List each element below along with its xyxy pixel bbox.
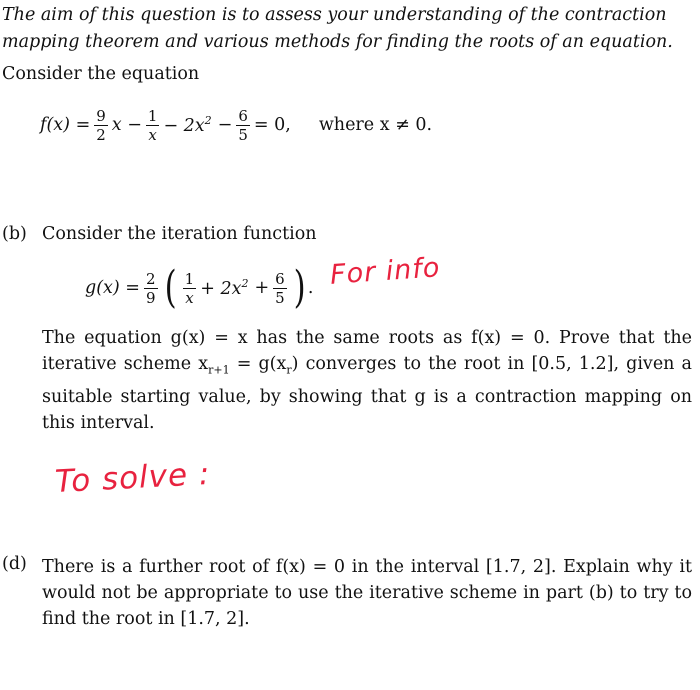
frac-num: 2 — [145, 269, 156, 288]
part-b-label: (b) — [2, 224, 27, 244]
frac-den: 2 — [96, 125, 106, 144]
fraction-2-9 — [144, 270, 158, 307]
handwritten-for-info: For info — [329, 252, 442, 291]
term-2x2: − $2x^2$ — [163, 114, 212, 136]
fraction-1-x — [146, 107, 160, 144]
equation-g — [85, 258, 313, 318]
term-x: x − — [111, 115, 142, 135]
fraction-1-x — [183, 270, 197, 307]
fraction-6-5 — [273, 270, 287, 307]
handwritten-to-solve: To solve : — [54, 455, 212, 501]
frac-den: x — [148, 125, 157, 144]
plus-sign: + — [254, 278, 270, 298]
part-b-heading: Consider the iteration function — [42, 224, 317, 244]
part-d-body: There is a further root of f(x) = 0 in the interval [1.7, 2]. Explain why it would not be appropriate to use the iterative scheme in part (b) to try to find the root in [1.7, 2]. — [42, 557, 692, 629]
period: . — [307, 278, 314, 298]
frac-num: 6 — [275, 269, 285, 288]
frac-num: 1 — [147, 106, 158, 125]
minus-sign: − — [217, 115, 233, 135]
equation-f — [40, 95, 432, 155]
frac-num: 6 — [238, 106, 248, 125]
frac-den: 5 — [275, 288, 285, 307]
f-lhs: f(x) = — [40, 115, 91, 135]
equals-zero: = 0, — [253, 115, 291, 135]
condition-text: where x ≠ 0. — [318, 115, 433, 135]
term-2x2: + $2x^2$ — [200, 277, 249, 299]
left-paren: ( — [164, 262, 177, 313]
fraction-9-2 — [94, 107, 108, 144]
part-d-label: (d) — [2, 554, 27, 574]
frac-den: 9 — [145, 288, 156, 307]
fraction-6-5 — [236, 107, 250, 144]
frac-num: 1 — [184, 269, 195, 288]
part-b-body: The equation g(x) = x has the same roots as f(x) = 0. Prove that the iterative scheme $x_{r+1} = g(x_r)$ converges to the root in [0.5, 1.2], given a suitable starting value, by showing that g is a contraction mapping on this interval. — [42, 328, 692, 433]
right-paren: ) — [293, 262, 306, 313]
frac-den: x — [185, 288, 194, 307]
consider-equation-text: Consider the equation — [2, 64, 200, 84]
frac-den: 5 — [238, 125, 248, 144]
aim-statement: The aim of this question is to assess your understanding of the contraction mapping theorem and various methods for finding the roots of an equation. — [2, 5, 673, 52]
frac-num: 9 — [96, 106, 106, 125]
g-lhs: g(x) = — [85, 278, 140, 298]
